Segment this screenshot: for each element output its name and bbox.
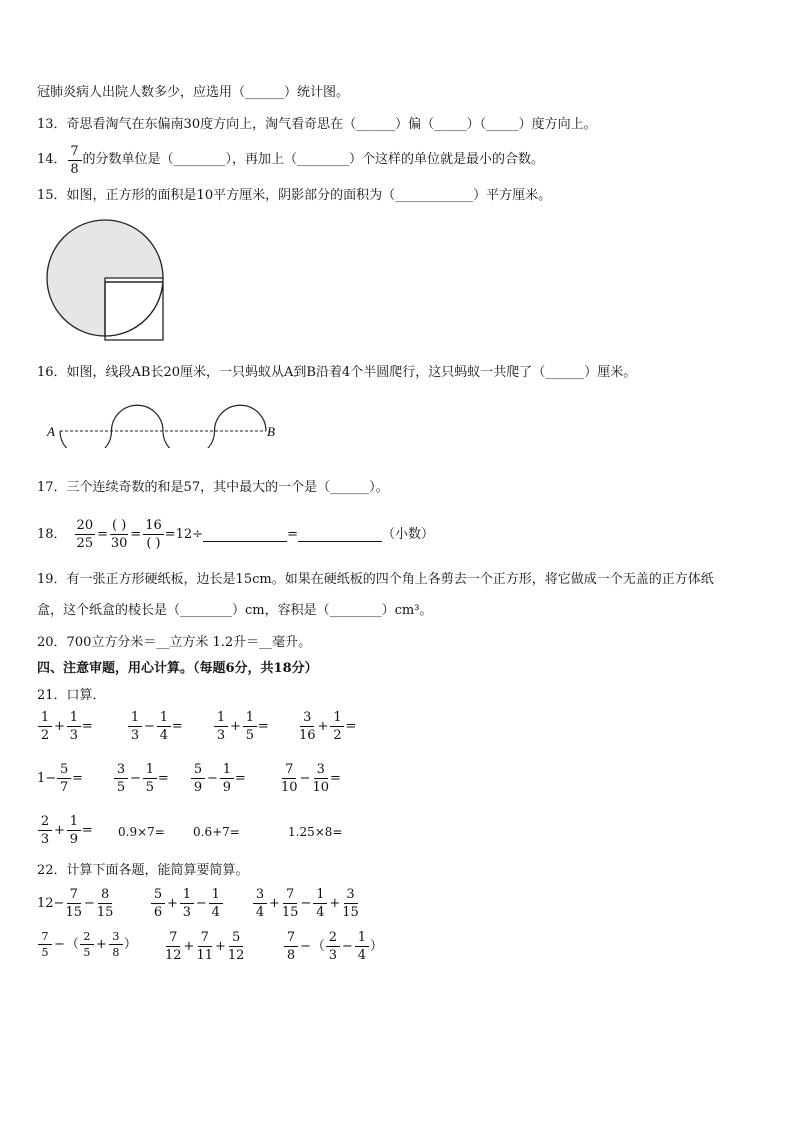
q14-prefix: 14． [37,152,67,167]
fraction [282,888,299,919]
fraction [80,931,94,958]
fraction-denominator: 5 [245,728,255,743]
q21-title: 21．口算． [37,688,106,703]
fraction [196,931,213,962]
math-symbol: （ [311,939,325,954]
q18-frac-2-num: ( ) [112,517,127,533]
math-symbol: + [54,823,65,838]
q22-expr-2-3 [283,931,383,962]
q18-equals-1: = [97,526,108,542]
q16-semicircle-4 [215,405,267,431]
fraction-denominator: 3 [216,728,226,743]
fraction-numerator: 1 [209,888,223,904]
fraction-denominator: 4 [255,905,265,920]
fraction-numerator: 1 [313,888,327,904]
math-symbol: + [183,939,195,954]
fraction-denominator: 3 [40,832,50,847]
q18-prefix: 18． [37,526,67,542]
fraction-denominator: 5 [83,946,91,959]
math-symbol: + [54,719,65,734]
fraction-numerator: 1 [355,931,369,947]
math-symbol: 1− [37,771,57,786]
fraction-denominator: 15 [281,905,299,920]
fraction-numerator: 7 [282,763,296,779]
q21-expr-1-2 [127,711,183,742]
math-symbol: 12− [37,896,65,911]
section-4-heading: 四、注意审题，用心计算。（每题6分，共18分） [37,661,318,676]
math-symbol: + [269,896,280,911]
fraction [67,711,81,742]
math-symbol: − [54,937,65,952]
fraction [143,763,157,794]
q18-equals-2: = [130,526,142,542]
fraction [151,888,165,919]
fraction-numerator: 5 [57,763,71,779]
fraction-denominator: 2 [333,728,342,743]
fraction-numerator: 2 [80,931,94,945]
math-symbol: = [234,771,246,786]
fraction-numerator: 1 [143,763,157,779]
q18-frac-2-den: 30 [110,535,128,551]
fraction-numerator: 1 [330,711,344,727]
q16-label-a: A [47,424,55,439]
fraction-numerator: 3 [109,931,123,945]
q22-expr-2-2 [164,931,245,962]
fraction-denominator: 5 [145,780,155,795]
q15-unshaded-quarter [105,278,163,336]
fraction-numerator: 7 [198,931,212,947]
math-symbol: ） [369,939,383,954]
fraction [65,888,82,919]
fraction [180,888,194,919]
math-symbol: + [329,896,341,911]
fraction [214,711,228,742]
fraction [38,711,52,742]
fraction-numerator: 2 [326,931,340,947]
math-symbol: + [230,719,241,734]
fraction [57,763,71,794]
fraction-numerator: 8 [98,888,112,904]
fraction-denominator: 15 [65,905,82,920]
q21-expr-1-3 [213,711,269,742]
q18-frac-3-den: ( ) [146,535,161,551]
q21-expr-2-3 [190,763,246,794]
q18-frac-3 [143,519,164,550]
fraction [109,931,123,958]
q21-expr-3-3: 0.6+7= [193,825,240,839]
q21-expr-2-4 [280,763,341,794]
fraction [191,763,205,794]
fraction-numerator: 7 [284,931,298,947]
math-symbol: = [72,771,84,786]
fraction [284,931,298,962]
q19-line-1: 19．有一张正方形硬纸板，边长是15cm。如果在硬纸板的四个角上各剪去一个正方形，将它做成一个无盖的正方体纸 [37,572,714,587]
fraction-numerator: 3 [344,888,358,904]
fraction [313,888,327,919]
fraction-denominator: 12 [227,948,245,963]
fraction-denominator: 8 [112,946,120,959]
fraction-denominator: 3 [182,905,192,920]
q21-expr-3-2: 0.9×7= [118,825,165,839]
fraction [326,931,340,962]
fraction-numerator: 3 [114,763,128,779]
q22-expr-2-1 [37,931,137,958]
q18-blank-2[interactable] [298,527,382,542]
q18-frac-1 [75,519,96,550]
fraction-denominator: 3 [328,948,338,963]
math-symbol: − [83,896,95,911]
q18-frac-1-num: 20 [76,517,94,533]
fraction-denominator: 6 [153,905,163,920]
fraction [67,815,81,846]
fraction [281,763,298,794]
fraction-numerator: 7 [283,888,297,904]
fraction-denominator: 10 [281,780,298,795]
q22-expr-1-2 [150,888,224,919]
fraction-denominator: 11 [196,948,213,963]
fraction [312,763,329,794]
q18-frac-2 [110,519,128,550]
q15-text: 15．如图，正方形的面积是10平方厘米，阴影部分的面积为（____________）平方厘米。 [37,188,552,203]
fraction-numerator: 1 [67,815,81,831]
fraction [355,931,369,962]
fraction-denominator: 5 [41,946,49,959]
fraction [128,711,142,742]
fraction [228,931,245,962]
math-symbol: = [171,719,183,734]
fraction [342,888,359,919]
fraction-denominator: 3 [130,728,140,743]
fraction-denominator: 4 [211,905,220,920]
math-symbol: = [345,719,357,734]
fraction-denominator: 9 [193,780,203,795]
q21-expr-1-1 [37,711,93,742]
math-symbol: = [257,719,269,734]
fraction-denominator: 2 [40,728,50,743]
fraction-numerator: 1 [38,711,52,727]
math-symbol: = [157,771,169,786]
fraction [330,711,344,742]
q22-title: 22．计算下面各题，能简算要简算。 [37,863,249,878]
q22-expr-1-3 [252,888,360,919]
q18-frac-3-num: 16 [145,517,162,533]
q21-expr-3-4: 1.25×8= [288,825,343,839]
q16-semicircles-figure [44,398,284,448]
fraction-numerator: 2 [38,815,52,831]
q18-equals-3: = [287,526,298,542]
fraction [38,815,52,846]
q20-text: 20．700立方分米＝__立方米 1.2升＝__毫升。 [37,635,312,650]
q16-text: 16．如图，线段AB长20厘米，一只蚂蚁从A到B沿着4个半圆爬行，这只蚂蚁一共爬了（______）厘米。 [37,365,637,380]
fraction [220,763,234,794]
fraction-numerator: 5 [229,931,243,947]
q18-line [37,512,434,556]
math-symbol: − [300,939,311,954]
q13-text: 13．奇思看淘气在东偏南30度方向上，淘气看奇思在（______）偏（_____）（_____）度方向上。 [37,117,597,132]
math-symbol: − [130,771,141,786]
math-symbol: + [95,937,107,952]
math-symbol: （ [65,937,79,952]
fraction-numerator: 7 [166,931,180,947]
math-symbol: − [299,771,311,786]
math-symbol: + [215,939,226,954]
fraction-denominator: 12 [165,948,182,963]
math-symbol: − [144,719,155,734]
q16-semicircle-2 [112,405,164,431]
math-symbol: ） [123,937,137,952]
fraction-numerator: 3 [300,711,314,727]
fraction [165,931,182,962]
q16-semicircle-1 [60,431,112,448]
q14-fraction [68,145,82,176]
fraction-numerator: 1 [180,888,194,904]
fraction-numerator: 1 [67,711,81,727]
fraction-denominator: 15 [96,905,114,920]
math-symbol: − [207,771,218,786]
fraction [38,931,52,958]
fraction [243,711,257,742]
fraction-denominator: 8 [286,948,296,963]
q19-line-2: 盒，这个纸盒的棱长是（________）cm，容积是（________）cm³。 [37,603,433,618]
math-symbol: = [81,823,93,838]
q21-expr-2-2 [113,763,169,794]
fraction-denominator: 4 [159,728,169,743]
fraction-denominator: 3 [69,728,79,743]
q21-expr-2-1 [37,763,83,794]
q21-expr-1-4 [298,711,356,742]
q14-text: 的分数单位是（________），再加上（________）个这样的单位就是最小的合数。 [82,152,545,167]
q14-frac-num: 7 [68,145,82,161]
fraction-denominator: 16 [299,728,316,743]
fraction-denominator: 9 [69,832,79,847]
q18-division: =12÷ [164,526,204,542]
q21-expr-3-1 [37,815,93,846]
fraction [253,888,267,919]
fraction-numerator: 1 [128,711,142,727]
q16-semicircle-3 [163,431,215,448]
q12-tail-text: 冠肺炎病人出院人数多少，应选用（______）统计图。 [37,85,350,100]
fraction [299,711,316,742]
fraction-numerator: 5 [151,888,165,904]
q15-circle-square-figure [44,218,168,342]
math-symbol: = [330,771,341,786]
fraction-numerator: 7 [67,888,81,904]
q16-label-b: B [267,424,275,439]
math-symbol: = [81,719,93,734]
fraction-denominator: 4 [316,905,325,920]
fraction-numerator: 1 [214,711,228,727]
math-symbol: + [167,896,178,911]
q14-line [37,142,544,178]
fraction-numerator: 7 [38,931,52,945]
q18-blank-1[interactable] [203,527,287,542]
fraction-denominator: 7 [60,780,69,795]
fraction-denominator: 5 [116,780,126,795]
math-symbol: − [195,896,207,911]
fraction-denominator: 10 [312,780,329,795]
fraction-numerator: 1 [220,763,234,779]
fraction [157,711,171,742]
q18-frac-1-den: 25 [76,535,94,551]
fraction-denominator: 9 [222,780,232,795]
fraction-denominator: 15 [342,905,359,920]
math-symbol: − [341,939,353,954]
fraction-numerator: 1 [243,711,257,727]
q14-frac-den: 8 [70,161,79,177]
math-symbol: − [300,896,312,911]
fraction-numerator: 1 [157,711,171,727]
q17-text: 17．三个连续奇数的和是57，其中最大的一个是（______）。 [37,480,389,495]
fraction-numerator: 3 [253,888,267,904]
math-symbol: + [317,719,329,734]
fraction [97,888,114,919]
q18-note: （小数） [381,526,434,542]
fraction-numerator: 5 [191,763,205,779]
q22-expr-1-1 [37,888,114,919]
fraction [209,888,223,919]
fraction [114,763,128,794]
fraction-numerator: 3 [314,763,328,779]
fraction-denominator: 4 [357,948,366,963]
